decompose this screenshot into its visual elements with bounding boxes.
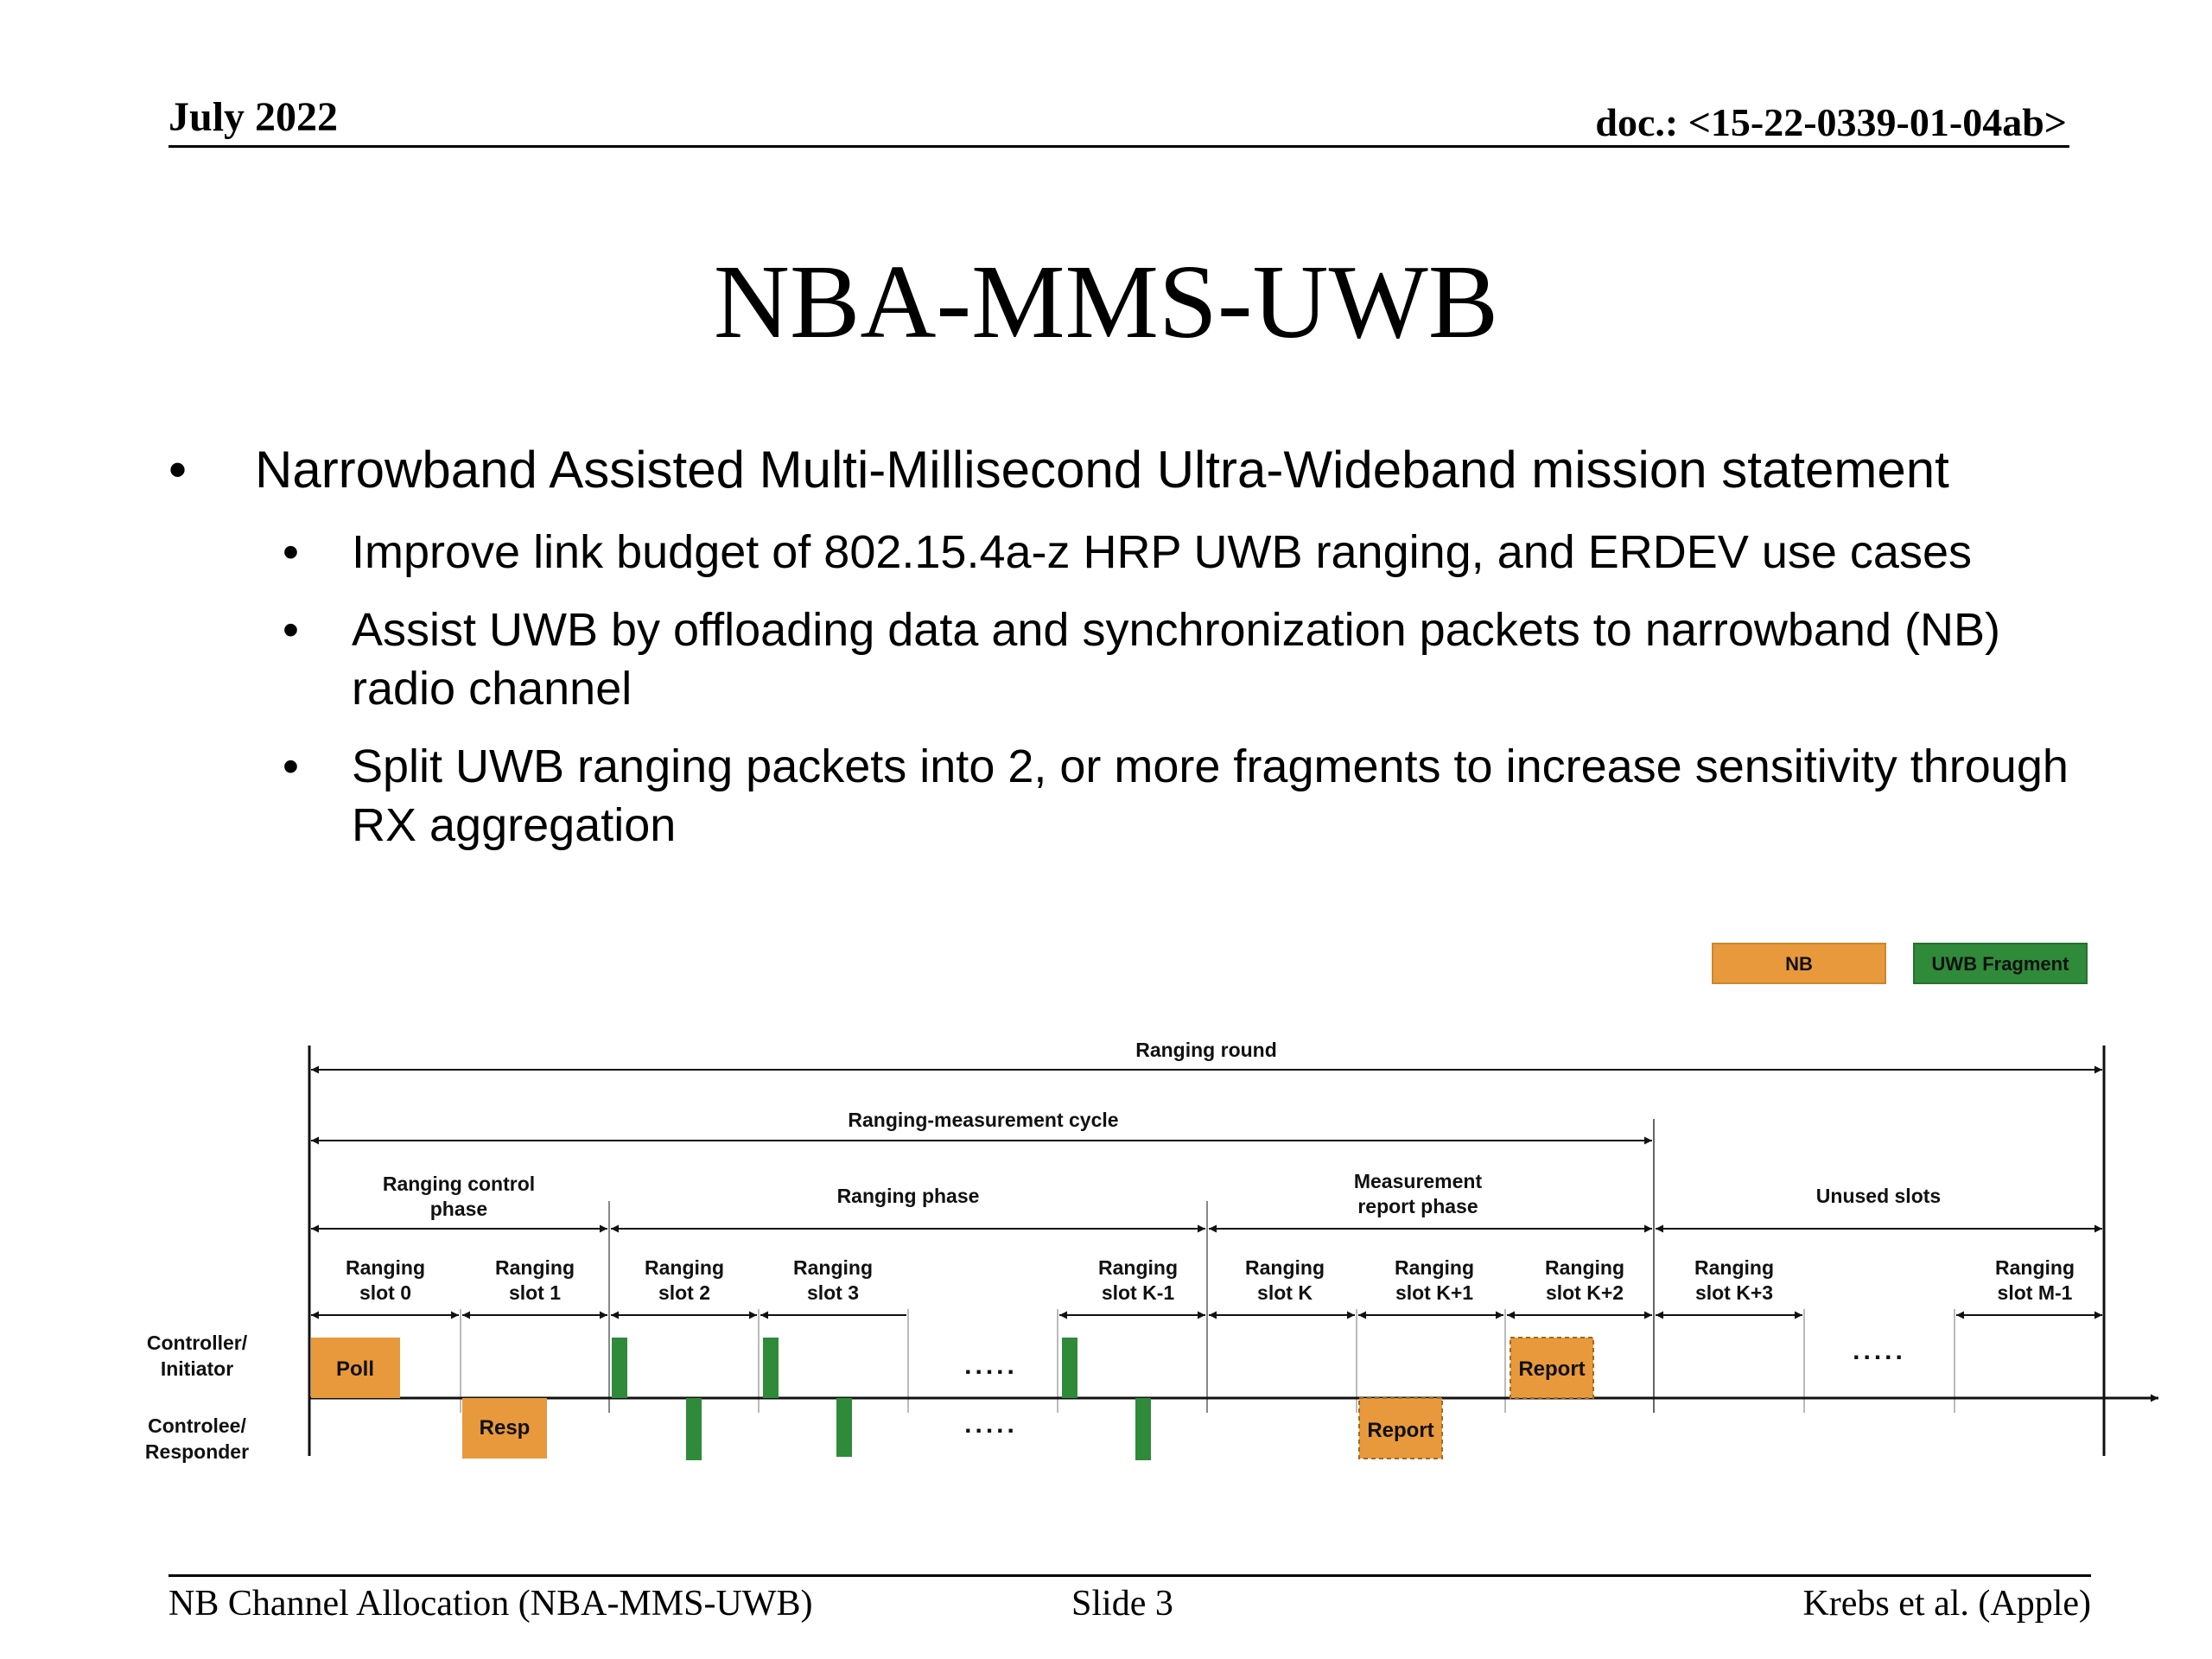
bullet-sub-3: • Split UWB ranging packets into 2, or more fragments to increase sensitivity through RX aggregation [168,737,2113,855]
bullet-list [168,436,2113,874]
legend-nb-label: NB [1785,953,1813,975]
bullet-sub-2: • Assist UWB by offloading data and synchronization packets to narrowband (NB) radio channel [168,601,2113,718]
slide-title: NBA-MMS-UWB [713,244,1499,360]
slot-label: slot 0 [359,1281,412,1304]
uwb-fragment [1135,1398,1151,1460]
slot-label: slot M-1 [1997,1281,2073,1304]
ellipsis-responder: ..... [964,1410,1018,1439]
resp-label: Resp [479,1416,531,1440]
uwb-fragment [763,1338,779,1398]
poll-label: Poll [335,1357,375,1381]
slot-label: slot K [1257,1281,1313,1304]
phase-report-label-2: report phase [1357,1195,1478,1217]
slot-label: Ranging [1694,1256,1774,1279]
slot-labels [346,1256,2075,1304]
footer-slide-number: Slide 3 [1071,1584,1173,1624]
ellipsis-controller: ..... [964,1351,1018,1380]
header-rule [168,145,2069,148]
footer-rule [168,1574,2091,1577]
ranging-timing-diagram [0,925,2212,1495]
slot-label: slot K-1 [1101,1281,1175,1304]
slot-label: Ranging [495,1256,575,1279]
slot-label: Ranging [1245,1256,1325,1279]
row-label-controller-2: Initiator [160,1357,234,1380]
footer-authors: Krebs et al. (Apple) [1802,1584,2091,1624]
row-label-controlee-1: Controlee/ [148,1414,246,1437]
slot-label: slot 3 [806,1281,860,1304]
header-doc-id: doc.: <15-22-0339-01-04ab> [1595,100,2067,144]
report-label-responder: Report [1367,1419,1434,1442]
phase-unused-label: Unused slots [1815,1185,1942,1207]
phase-report-label-1: Measurement [1353,1170,1483,1192]
legend [1713,944,2087,983]
phase-ranging-label: Ranging phase [836,1185,980,1207]
uwb-fragment [1062,1338,1077,1398]
slot-label: slot K+3 [1694,1281,1774,1304]
report-label-controller: Report [1518,1357,1586,1381]
slot-label: Ranging [346,1256,425,1279]
measurement-cycle-label: Ranging-measurement cycle [848,1109,1119,1131]
footer-left: NB Channel Allocation (NBA-MMS-UWB) [168,1584,813,1624]
phase-control-label-1: Ranging control [382,1173,536,1195]
slot-label: slot 1 [508,1281,562,1304]
slot-label: slot K+1 [1395,1281,1474,1304]
bullet-sub-1: • Improve link budget of 802.15.4a-z HRP UWB ranging, and ERDEV use cases [168,523,2113,582]
bullet-main: • Narrowband Assisted Multi-Millisecond Ultra-Wideband mission statement [168,436,2113,504]
ranging-round-label: Ranging round [1135,1039,1277,1061]
slot-label: slot 2 [658,1281,711,1304]
uwb-fragment [612,1338,627,1398]
slot-label: Ranging [1395,1256,1474,1279]
ellipsis-unused: ..... [1853,1337,1906,1365]
row-label-controller-1: Controller/ [146,1332,248,1354]
slot-label: Ranging [1098,1256,1178,1279]
slot-label: Ranging [793,1256,873,1279]
slot-label: slot K+2 [1545,1281,1624,1304]
slot-label: Ranging [1545,1256,1624,1279]
legend-uwb-label: UWB Fragment [1931,953,2069,975]
slot-label: Ranging [1995,1256,2075,1279]
uwb-fragment [686,1398,702,1460]
phase-control-label-2: phase [429,1198,488,1220]
row-label-controlee-2: Responder [144,1440,250,1463]
header-date: July 2022 [168,94,339,140]
slot-label: Ranging [645,1256,724,1279]
uwb-fragment [836,1398,852,1457]
